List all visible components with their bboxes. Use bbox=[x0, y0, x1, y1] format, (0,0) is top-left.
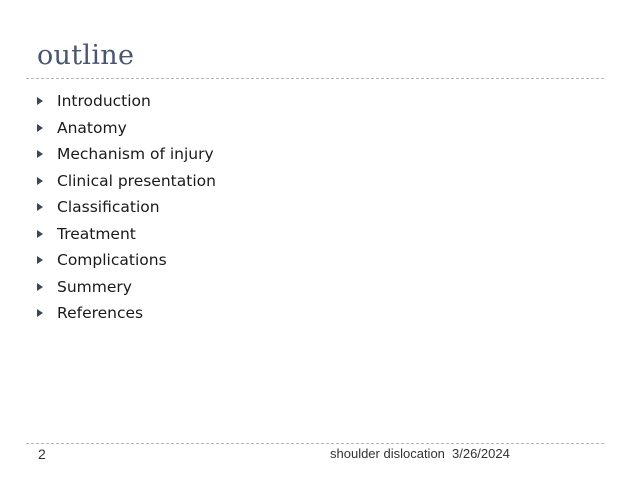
triangle-right-icon bbox=[37, 97, 43, 105]
triangle-right-icon bbox=[37, 256, 43, 264]
bullet-item bbox=[37, 168, 216, 195]
slide-title: outline bbox=[37, 40, 135, 71]
triangle-right-icon bbox=[37, 230, 43, 238]
triangle-right-icon bbox=[37, 309, 43, 317]
footer-divider bbox=[26, 443, 604, 444]
bullet-label: Mechanism of injury bbox=[57, 145, 214, 164]
bullet-label: References bbox=[57, 304, 144, 323]
triangle-right-icon bbox=[37, 203, 43, 211]
bullet-item bbox=[37, 88, 216, 115]
bullet-label: Introduction bbox=[57, 92, 151, 111]
bullet-item bbox=[37, 274, 216, 301]
bullet-item bbox=[37, 300, 216, 327]
bullet-item bbox=[37, 247, 216, 274]
triangle-right-icon bbox=[37, 177, 43, 185]
bullet-item bbox=[37, 141, 216, 168]
triangle-right-icon bbox=[37, 283, 43, 291]
triangle-right-icon bbox=[37, 150, 43, 158]
bullet-label: Classification bbox=[57, 198, 160, 217]
bullet-label: Treatment bbox=[57, 224, 136, 243]
bullet-label: Complications bbox=[57, 251, 167, 270]
bullet-label: Clinical presentation bbox=[57, 171, 216, 190]
bullet-item bbox=[37, 221, 216, 248]
bullet-item bbox=[37, 115, 216, 142]
bullet-label: Anatomy bbox=[57, 118, 127, 137]
bullet-label: Summery bbox=[57, 277, 132, 296]
triangle-right-icon bbox=[37, 124, 43, 132]
footer-title: shoulder dislocation bbox=[330, 446, 445, 461]
bullet-list bbox=[37, 88, 216, 327]
slide-number: 2 bbox=[38, 446, 46, 462]
title-divider bbox=[26, 78, 604, 79]
footer-date: 3/26/2024 bbox=[452, 446, 510, 461]
bullet-item bbox=[37, 194, 216, 221]
